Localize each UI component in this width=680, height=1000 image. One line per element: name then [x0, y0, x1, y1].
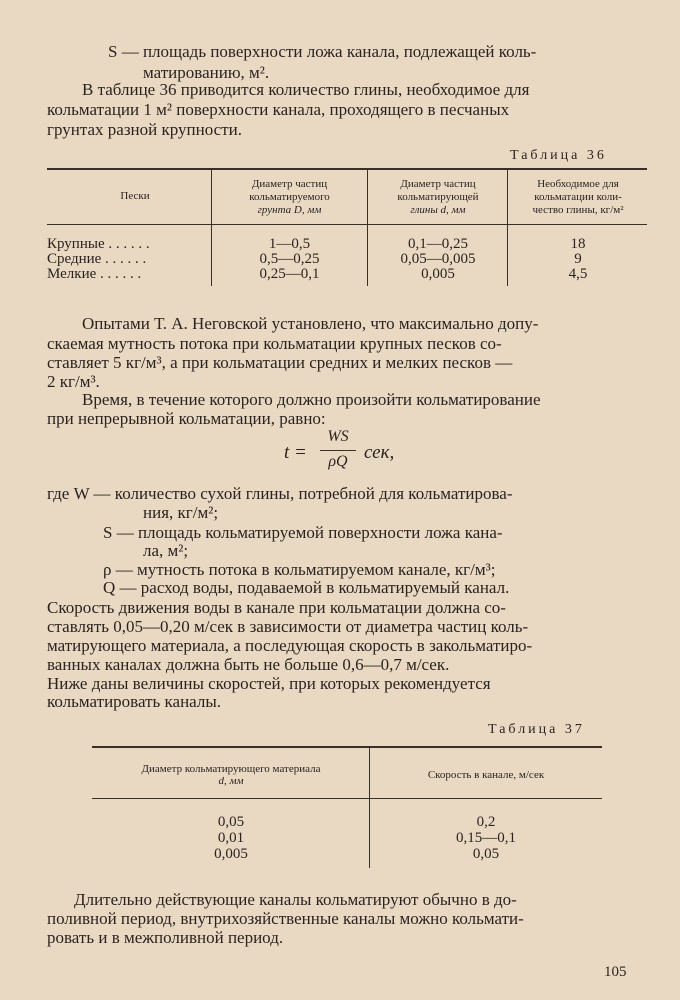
definition-line: ла, м²;	[143, 541, 189, 560]
table36-row-D: 1—0,5	[268, 236, 311, 252]
table37-top-rule	[92, 746, 602, 748]
table36-row-d: 0,005	[421, 266, 455, 282]
paragraph-line: матирующего материала, а последующая скорость в закольматиро-	[47, 636, 533, 655]
table36-header-clay-l3: чество глины, кг/м²	[532, 204, 624, 216]
formula-fraction-bar	[320, 450, 356, 451]
paragraph-line: поливной период, внутрихозяйственные каналы можно кольмати-	[47, 909, 524, 928]
table36-row-sand: Крупные . . . . . .	[47, 236, 150, 252]
table37-caption: Таблица 37	[488, 722, 585, 737]
table37-header-d-l2: d, мм	[218, 775, 244, 787]
table36-row-clay: 18	[570, 236, 586, 252]
paragraph-line: Длительно действующие каналы кольматируют обычно в до-	[74, 890, 517, 909]
table37-header-velocity: Скорость в канале, м/сек	[427, 769, 545, 781]
table36-header-d-l3: глины d, мм	[410, 204, 466, 216]
paragraph-line: Опытами Т. А. Неговской установлено, что максимально допу-	[82, 314, 539, 333]
page-number: 105	[604, 964, 627, 980]
definition-line: Q — расход воды, подаваемой в кольматируемый канал.	[103, 578, 510, 597]
table36-row-sand: Мелкие . . . . . .	[47, 266, 142, 282]
paragraph-line: кольматации 1 м² поверхности канала, проходящего в песчаных	[47, 100, 510, 119]
paragraph-line: Время, в течение которого должно произойти кольматирование	[82, 390, 541, 409]
paragraph-line: 2 кг/м³.	[47, 372, 100, 391]
table36-header-D-l3: грунта D, мм	[257, 204, 322, 216]
formula-denominator: ρQ	[328, 453, 348, 470]
table36-row-d: 0,05—0,005	[400, 251, 476, 267]
formula-numerator: WS	[327, 428, 349, 445]
paragraph-line: Скорость движения воды в канале при кольматации должна со-	[47, 598, 506, 617]
table37-row-d: 0,005	[214, 846, 248, 862]
table37-row-v: 0,15—0,1	[456, 830, 516, 846]
definition-line: ρ — мутность потока в кольматируемом канале, кг/м³;	[103, 560, 496, 579]
paragraph-line: при непрерывной кольматации, равно:	[47, 409, 326, 428]
paragraph-line: ставлять 0,05—0,20 м/сек в зависимости от диаметра частиц коль-	[47, 617, 529, 636]
paragraph-line: грунтах разной крупности.	[47, 120, 242, 139]
table36-header-d-l1: Диаметр частиц	[400, 178, 476, 190]
formula-unit: сек,	[364, 442, 395, 463]
table36-row-D: 0,5—0,25	[259, 251, 320, 267]
table37-row-v: 0,2	[476, 814, 496, 830]
table36-header-sands: Пески	[120, 190, 150, 202]
table36-row-sand: Средние . . . . . .	[47, 251, 147, 267]
paragraph-line: Ниже даны величины скоростей, при которых рекомендуется	[47, 674, 491, 693]
s-definition-line2: матированию, м².	[143, 63, 270, 82]
table36-header-clay-l1: Необходимое для	[537, 178, 619, 190]
table36-top-rule	[47, 168, 647, 170]
s-definition-line1: S — площадь поверхности ложа канала, подлежащей коль-	[108, 42, 537, 61]
table37-header-rule	[92, 798, 602, 799]
table36-header-D-l1: Диаметр частиц	[251, 178, 328, 190]
table36-row-d: 0,1—0,25	[408, 236, 468, 252]
paragraph-line: кольматировать каналы.	[47, 692, 222, 711]
table36-header-D-l2: кольматируемого	[249, 191, 330, 203]
table37-row-d: 0,01	[217, 830, 245, 846]
table36-row-D: 0,25—0,1	[259, 266, 320, 282]
paragraph-line: В таблице 36 приводится количество глины, необходимое для	[82, 80, 530, 99]
table37-row-v: 0,05	[472, 846, 500, 862]
table36-header-d-l2: кольматирующей	[397, 191, 479, 203]
table36-row-clay: 9	[574, 251, 582, 267]
paragraph-line: ровать и в межполивной период.	[47, 928, 284, 947]
paragraph-line: ванных каналах должна быть не больше 0,6—0,7 м/сек.	[47, 655, 450, 674]
table36-header-rule	[47, 224, 647, 225]
definition-line: где W — количество сухой глины, потребной для кольматирова-	[47, 484, 513, 503]
formula-lhs: t =	[284, 442, 307, 463]
definition-line: ния, кг/м²;	[143, 503, 219, 522]
paragraph-line: скаемая мутность потока при кольматации крупных песков со-	[47, 334, 502, 353]
table37-header-d-l1: Диаметр кольматирующего материала	[141, 763, 321, 775]
paragraph-line: ставляет 5 кг/м³, а при кольматации средних и мелких песков —	[47, 353, 513, 372]
table37-row-d: 0,05	[217, 814, 245, 830]
table36-row-clay: 4,5	[568, 266, 588, 282]
table36-caption: Таблица 36	[510, 148, 607, 163]
table36-header-clay-l2: кольматации коли-	[534, 191, 622, 203]
definition-line: S — площадь кольматируемой поверхности ложа кана-	[103, 523, 503, 542]
